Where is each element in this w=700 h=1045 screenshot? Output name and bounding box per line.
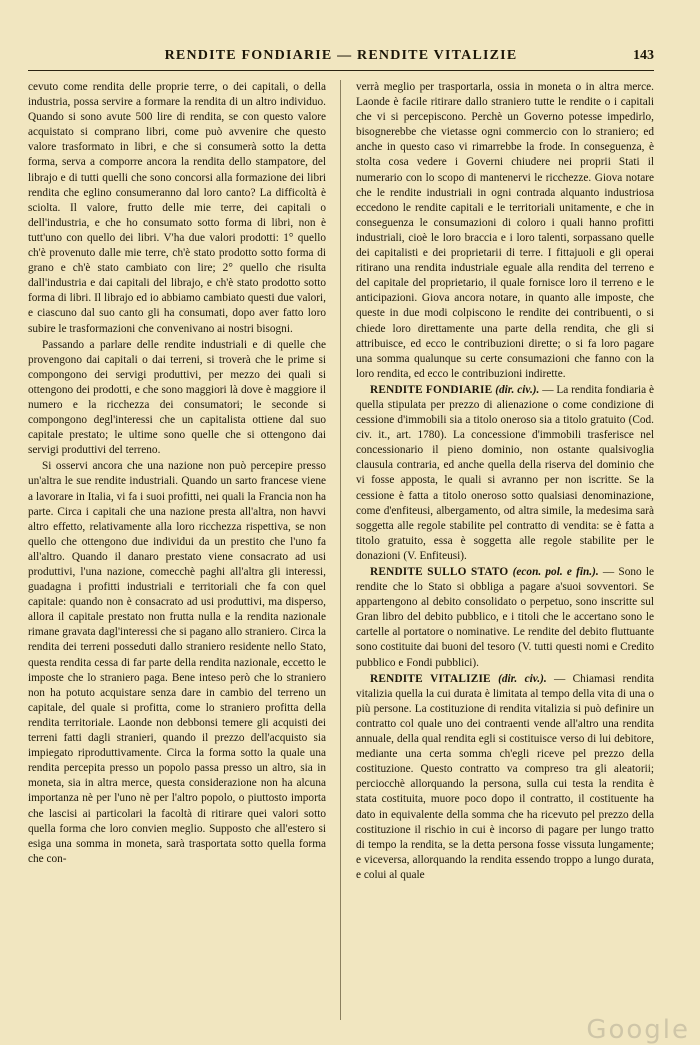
entry-rendite-vitalizie [356, 672, 654, 883]
header-title: RENDITE FONDIARIE — RENDITE VITALIZIE [164, 48, 518, 63]
header-rule [28, 70, 654, 71]
paragraph: cevuto come rendita delle proprie terre, o dei capitali, o della industria, possa servire a formare la rendita di un altro individuo. Quando si sono avute 500 lire di rendita, se con questo valore acquistato si comprano libri, come può avvenire che questo valore trasformato in libri, e che si consumerà sotto la detta forma, serva a comporre ancora la rendita dello stampatore, del librajo e di tutti quelli che sono concorsi alla formazione dei libri rendita che eglino consumeranno dal loro canto? La difficoltà è sciolta. Il valore, frutto delle mie terre, dei capitali o dell'industria, e che ho consumato sotto forma di libri, non è tutt'uno con quello dei libri. V'ha due valori prodotti: 1° quello ch'è provenuto dalle mie terre, ch'è stato prodotto sotto forma di grano e ch'è stato cambiato con lire; 2° quello che risulta dall'industria e dai capitali del librajo, e ch'è stato prodotto sotto forma di libri. Il librajo ed io abbiamo cambiato questi due valori, e ciascuno dal suo canto gli ha consumati, dopo aver fatto loro subire le trasformazioni che convenivano ai nostri bisogni. [28, 81, 326, 335]
paragraph: verrà meglio per trasportarla, ossia in moneta o in altra merce. Laonde è facile ritirare dallo straniero tutte le rendite o i capitali che vi si percepiscono. Perchè un Governo potesse impedirlo, bisognerebbe che vietasse ogni commercio con lo straniero; ed anche in questo caso vi rimarrebbe la frode. In conseguenza, è stolta cosa vedere i Governi chiudere nei proprii Stati il numerario con lo scopo di mantenervi le ricchezze. Giova notare che le rendite industriali in ogni contrada alquanto industriosa eccedono le rendite capitali e le territoriali unitamente, e che in conseguenza le consumazioni di coloro i quali hanno profitti industriali, cioè le loro braccia e i loro talenti, sorpassano quelle dei capitalisti e dei proprietarii di terre. I fittajuoli e gli operai ritirano una rendita industriale eguale alla rendita del terreno e del capitale del proprietario, il quale fornisce loro il terreno e le anticipazioni. Giova ancora notare, in quanto alle imposte, che queste in due modi colpiscono le rendite dei contribuenti, o si chiede loro direttamente una parte della rendita, che gli si attribuisce, ed ecco le contribuzioni dirette; o si fa loro pagare una somma qualunque su certe consumazioni che fanno con la loro rendita, ed ecco le contribuzioni indirette. [356, 81, 654, 380]
entry-text: — La rendita fondiaria è quella stipulata per prezzo di alienazione o come condizione di cessione d'immobili sia a titolo oneroso sia a titolo gratuito (Cod. civ. it., art. 1780). La concessione d'immobili trasferisce nel concessionario il pieno dominio, non ostante qualsivoglia clausula contraria, ed anche quella della riserva del dominio che vi fosse apposta, le quali si avranno per non iscritte. Se la cessione è fatta a titolo oneroso sotto qualsiasi denominazione, come d'enfiteusi, albergamento, od altra simile, la medesima sarà soggetta alle regole stabilite pel contratto di vendita: se è fatta a titolo gratuito, essa è soggetta alle regole stabilite per le donazioni (V. Enfiteusi). [356, 383, 654, 562]
column-divider [340, 80, 341, 1020]
entry-abbreviation: (econ. pol. e fin.). [512, 566, 599, 578]
entry-text: — Sono le rendite che lo Stato si obbliga a pagare a'suoi sovventori. Se appartengono al debito consolidato o perpetuo, sono inscritte sul Gran libro del debito pubblico, e i titoli che le accertano sono le cartelle al portatore o nominative. Le rendite del debito fluttuante sono costituite dai buoni del tesoro (V. tutti questi nomi e Credito pubblico e Fondi pubblici). [356, 566, 655, 669]
entry-abbreviation: (dir. civ.). [498, 672, 547, 685]
entry-text: — Chiamasi rendita vitalizia quella la cui durata è limitata al tempo della vita di una o più persone. La costituzione di rendita vitalizia si può definire un contratto col quale uno dei contraenti vende all'altro una rendita annuale, della qual rendita egli si costituisce verso di lui debitore, mediante una certa somma ch'egli riceve pel prezzo della costituzione. Questo contratto va compreso tra gli aleatorii; perciocchè allorquando la persona, sulla cui testa la rendita è stata costituita, muore poco dopo il contratto, il costituente ha dato in equivalente della somma che ha ricevuto pel prezzo della costituzione il rischio in cui è incorso di pagare per lungo tratto di tempo la rendita, se la detta persona fosse vissuta lungamente; e viceversa, allorquando la rendita essendo troppo a lungo durata, e colui al quale [356, 672, 654, 881]
page-number: 143 [633, 48, 654, 63]
paragraph: Passando a parlare delle rendite industriali e di quelle che provengono dai capitali o dai terreni, si troverà che le prime si compongono dei servigi produttivi, per mezzo dei quali si ottengono dei prodotti, e che sono maggiori là dove è maggiore il numero e la ricchezza dei consumatori; le seconde si compongono degl'interessi che un capitalista ottiene dal suo capitale prestato; le ultime sono quelle che si ottengono dai servigi produttivi del terreno. [28, 338, 326, 457]
running-header [28, 48, 654, 68]
entry-rendite-sullo-stato [356, 565, 654, 671]
entry-rendite-fondiarie [356, 383, 654, 564]
entry-term: RENDITE VITALIZIE [370, 672, 491, 685]
entry-abbreviation: (dir. civ.). [495, 383, 540, 396]
left-column [28, 80, 326, 867]
right-column [356, 80, 654, 883]
watermark: Google [586, 1015, 690, 1045]
entry-term: RENDITE FONDIARIE [370, 383, 493, 396]
paragraph: Si osservi ancora che una nazione non può percepire presso un'altra le sue rendite industriali. Quando un sarto francese viene a lavorare in Italia, vi fa i suoi profitti, nei quali la Francia non ha parte. Circa i capitali che una nazione presta all'altra, non havvi altro effetto, relativamente alla loro ricchezza rispettiva, se non quello che ottengono due individui da un prestito che l'uno fa all'altro. Quando il danaro prestato viene consacrato ad usi produttivi, l'una nazione, comecchè paghi all'altra gli interessi, guadagna i profitti industriali e territoriali che fa con quel capitale: quando non è consacrato ad usi produttivi, ma disperso, allora il capitale prestato non frutta nulla e la rendita nazionale rimane gravata dagl'interessi che si pagano allo straniero. Circa la rendita dei terreni posseduti dallo straniero residente nello Stato, questa rendita cessa di far parte della rendita nazionale, eccetto le imposte che lo straniero paga. Bene inteso però che lo straniero non ha potuto acquistare senza dare in cambio del terreno un capitale, del quale si profitta, come lo straniero profitta della rendita territoriale. Laonde non debbonsi temere gli acquisti dei terreni fatti dagli stranieri, quando il prezzo dell'acquisto sia impiegato riproduttivamente. Circa la forma sotto la quale una rendita percepita presso un popolo passa presso un altro, sia in moneta, sia in altra merce, questa considerazione non ha alcuna importanza nè per l'uno nè per l'altro popolo, o piuttosto importa che lascisi ai particolari la facoltà di ritirare quei valori sotto quella forma che loro convien meglio. Supposto che all'estero si esiga una somma in moneta, sarà trasportata sotto quella forma che con- [28, 460, 326, 865]
entry-term: RENDITE SULLO STATO [370, 566, 509, 578]
